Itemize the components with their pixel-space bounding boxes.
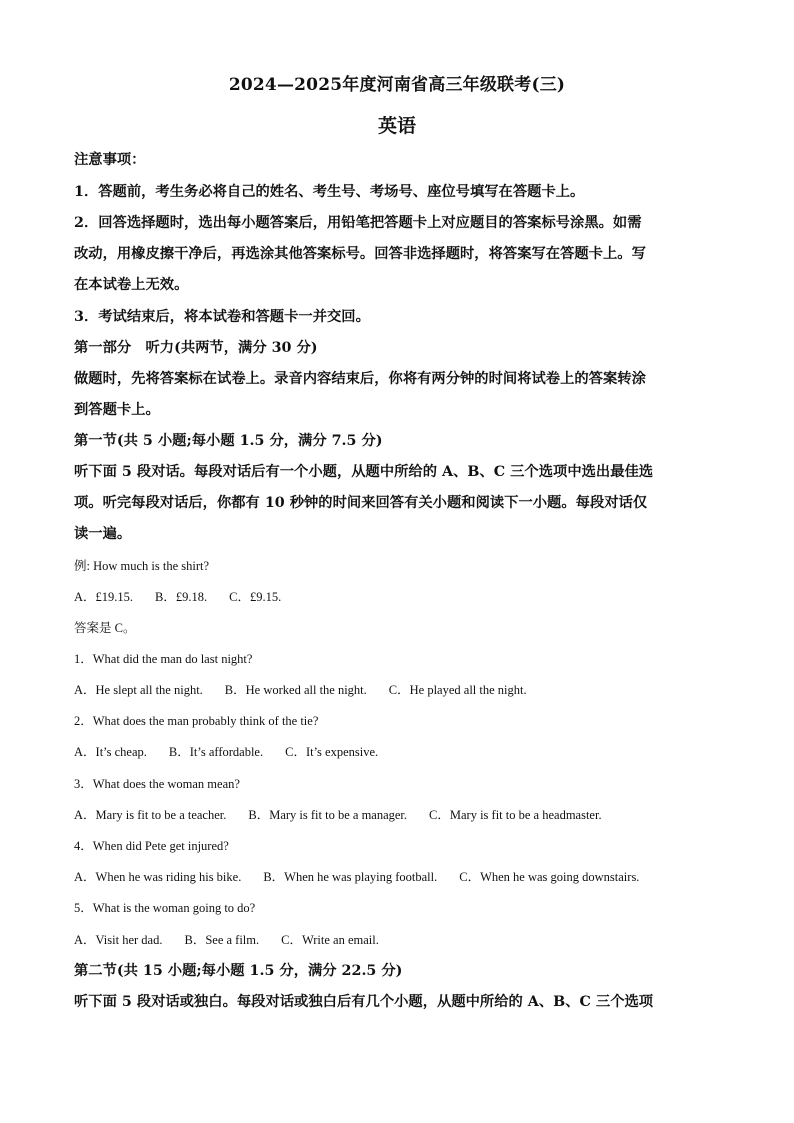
section1-heading: 第一节(共 5 小题;每小题 1.5 分，满分 7.5 分)	[74, 433, 383, 449]
question-5-options	[74, 931, 724, 949]
example-option-b: B．£9.18.	[155, 590, 208, 604]
section1-instruction-line-3: 读一遍。	[74, 526, 132, 542]
part1-instruction-line-1: 做题时，先将答案标在试卷上。录音内容结束后，你将有两分钟的时间将试卷上的答案转涂	[74, 371, 646, 387]
q3-option-c: C．Mary is fit to be a headmaster.	[429, 808, 602, 822]
question-1: 1．What did the man do last night?	[74, 652, 253, 666]
example-option-c: C．£9.15.	[229, 590, 282, 604]
q2-option-a: A．It’s cheap.	[74, 745, 147, 759]
notes-item-2-line-2: 改动，用橡皮擦干净后，再选涂其他答案标号。回答非选择题时，将答案写在答题卡上。写	[74, 246, 646, 262]
example-answer: 答案是 C。	[74, 621, 136, 635]
q4-option-b: B．When he was playing football.	[263, 870, 438, 884]
q5-option-a: A．Visit her dad.	[74, 933, 163, 947]
question-3: 3．What does the woman mean?	[74, 777, 240, 791]
q2-option-c: C．It’s expensive.	[285, 745, 379, 759]
q1-option-b: B．He worked all the night.	[224, 683, 367, 697]
question-3-options	[74, 806, 724, 824]
example-question: 例: How much is the shirt?	[74, 559, 210, 573]
question-4: 4．When did Pete get injured?	[74, 839, 229, 853]
section1-instruction-line-2: 项。听完每段对话后，你都有 10 秒钟的时间来回答有关小题和阅读下一小题。每段对话仅	[74, 495, 648, 511]
q5-option-b: B．See a film.	[184, 933, 260, 947]
part1-instruction-line-2: 到答题卡上。	[74, 402, 160, 418]
q2-option-b: B．It’s affordable.	[168, 745, 264, 759]
page-title: 2024—2025年度河南省高三年级联考(三)	[228, 75, 566, 95]
q1-option-c: C．He played all the night.	[388, 683, 527, 697]
notes-item-2-line-1: 2．回答选择题时，选出每小题答案后，用铅笔把答题卡上对应题目的答案标号涂黑。如需	[74, 215, 642, 231]
q3-option-a: A．Mary is fit to be a teacher.	[74, 808, 227, 822]
part1-heading: 第一部分 听力(共两节，满分 30 分)	[74, 340, 318, 356]
question-4-options	[74, 868, 724, 886]
section2-heading: 第二节(共 15 小题;每小题 1.5 分，满分 22.5 分)	[74, 963, 403, 979]
question-2-options	[74, 743, 724, 761]
question-2: 2．What does the man probably think of the tie?	[74, 714, 319, 728]
q4-option-a: A．When he was riding his bike.	[74, 870, 242, 884]
q5-option-c: C．Write an email.	[281, 933, 379, 947]
section1-instruction-line-1: 听下面 5 段对话。每段对话后有一个小题，从题中所给的 A、B、C 三个选项中选出最佳选	[74, 464, 654, 480]
q4-option-c: C．When he was going downstairs.	[459, 870, 640, 884]
subject-title: 英语	[377, 115, 416, 137]
notes-item-1: 1．答题前，考生务必将自己的姓名、考生号、考场号、座位号填写在答题卡上。	[74, 184, 585, 200]
question-1-options	[74, 681, 724, 699]
notes-item-3: 3．考试结束后，将本试卷和答题卡一并交回。	[74, 309, 370, 325]
notes-item-2-line-3: 在本试卷上无效。	[74, 277, 189, 293]
example-option-a: A．£19.15.	[74, 590, 134, 604]
example-options	[74, 588, 724, 606]
q3-option-b: B．Mary is fit to be a manager.	[248, 808, 408, 822]
q1-option-a: A．He slept all the night.	[74, 683, 203, 697]
section2-instruction-line-1: 听下面 5 段对话或独白。每段对话或独白后有几个小题，从题中所给的 A、B、C 三个选项	[74, 994, 654, 1010]
question-5: 5．What is the woman going to do?	[74, 901, 256, 915]
notes-heading: 注意事项：	[74, 152, 146, 168]
